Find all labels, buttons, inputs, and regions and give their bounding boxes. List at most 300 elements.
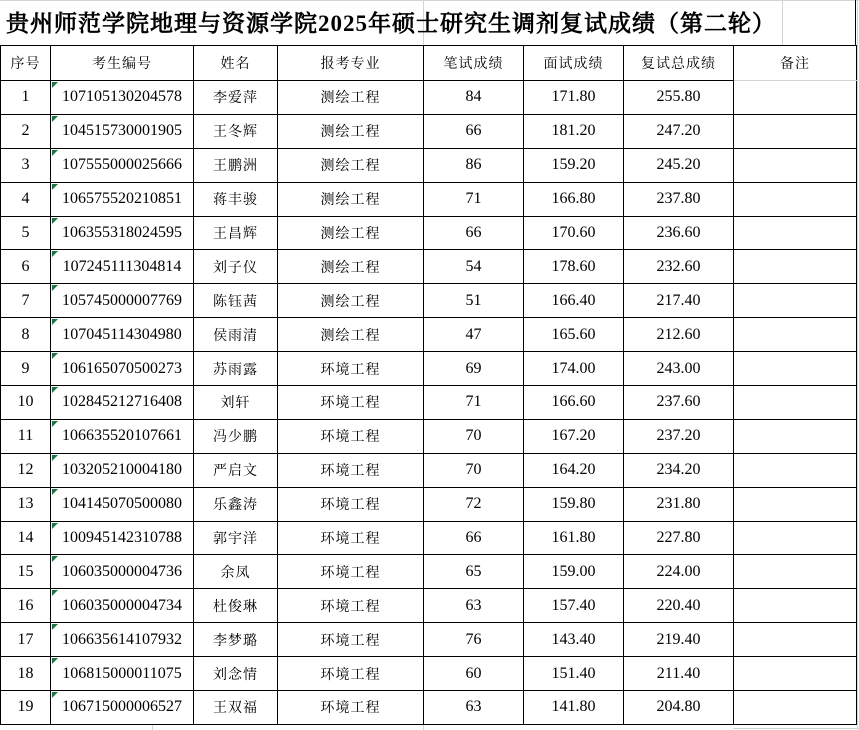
written_score-value: 71 (465, 190, 482, 208)
cell-interview_score[interactable] (524, 216, 624, 250)
number-stored-as-text-indicator-icon (52, 556, 58, 562)
cell-candidate_id[interactable] (51, 555, 194, 589)
interview_score-value: 165.60 (551, 325, 596, 343)
name-value: 刘轩 (220, 396, 251, 412)
cell-candidate_id[interactable] (51, 352, 194, 386)
cell-remarks[interactable] (734, 352, 857, 386)
cell-name[interactable] (194, 657, 278, 691)
cell-written_score[interactable] (424, 589, 524, 623)
cell-written_score[interactable] (424, 81, 524, 115)
cell-total_score[interactable] (624, 623, 734, 657)
number-stored-as-text-indicator-icon (52, 116, 58, 122)
cell-major[interactable] (278, 148, 424, 182)
cell-remarks[interactable] (734, 148, 857, 182)
total_score-value: 237.60 (656, 393, 701, 411)
table-row (1, 623, 857, 657)
cell-interview_score[interactable] (524, 114, 624, 148)
cell-total_score[interactable] (624, 657, 734, 691)
candidate_id-value: 106815000011075 (62, 664, 182, 682)
major-value: 测绘工程 (320, 91, 381, 107)
written_score-value: 69 (465, 359, 482, 377)
cell-candidate_id[interactable] (51, 114, 194, 148)
total_score-value: 245.20 (656, 156, 701, 174)
cell-major[interactable] (278, 657, 424, 691)
cell-index[interactable] (1, 386, 51, 420)
cell-candidate_id[interactable] (51, 521, 194, 555)
cell-major[interactable] (278, 691, 424, 725)
cell-index[interactable] (1, 216, 51, 250)
cell-remarks[interactable] (734, 691, 857, 725)
cell-name[interactable] (194, 114, 278, 148)
table-row (1, 555, 857, 589)
cell-total_score[interactable] (624, 114, 734, 148)
name-value: 严启文 (213, 464, 258, 480)
cell-name[interactable] (194, 182, 278, 216)
total_score-value: 224.00 (656, 562, 701, 580)
table-row (1, 318, 857, 352)
cell-total_score[interactable] (624, 182, 734, 216)
candidate_id-value: 107045114304980 (62, 325, 182, 343)
name-value: 侯雨清 (213, 328, 258, 344)
cell-remarks[interactable] (734, 318, 857, 352)
name-value: 王双福 (213, 701, 258, 717)
cell-major[interactable] (278, 114, 424, 148)
column-header-interview-score[interactable]: 面试成绩 (524, 46, 624, 81)
cell-index[interactable] (1, 318, 51, 352)
name-value: 李爱萍 (213, 91, 258, 107)
table-row (1, 657, 857, 691)
cell-interview_score[interactable] (524, 148, 624, 182)
cell-remarks[interactable] (734, 453, 857, 487)
cell-written_score[interactable] (424, 555, 524, 589)
column-header-major[interactable]: 报考专业 (278, 46, 424, 81)
number-stored-as-text-indicator-icon (52, 523, 58, 529)
number-stored-as-text-indicator-icon (52, 319, 58, 325)
written_score-value: 70 (465, 461, 482, 479)
cell-written_score[interactable] (424, 419, 524, 453)
cell-interview_score[interactable] (524, 657, 624, 691)
number-stored-as-text-indicator-icon (52, 692, 58, 698)
table-row (1, 216, 857, 250)
index-value: 1 (21, 88, 30, 106)
cell-index[interactable] (1, 284, 51, 318)
cell-total_score[interactable] (624, 555, 734, 589)
name-value: 杜俊琳 (213, 599, 258, 615)
cell-name[interactable] (194, 623, 278, 657)
major-value: 环境工程 (320, 362, 381, 378)
candidate_id-value: 106035000004734 (62, 596, 182, 614)
major-value: 测绘工程 (320, 125, 381, 141)
cell-remarks[interactable] (734, 657, 857, 691)
cell-major[interactable] (278, 216, 424, 250)
total_score-value: 234.20 (656, 461, 701, 479)
cell-name[interactable] (194, 419, 278, 453)
cell-name[interactable] (194, 250, 278, 284)
written_score-value: 51 (465, 291, 482, 309)
cell-name[interactable] (194, 284, 278, 318)
cell-interview_score[interactable] (524, 284, 624, 318)
column-header-written-score[interactable]: 笔试成绩 (424, 46, 524, 81)
number-stored-as-text-indicator-icon (52, 251, 58, 257)
table-row (1, 114, 857, 148)
cell-major[interactable] (278, 419, 424, 453)
cell-candidate_id[interactable] (51, 453, 194, 487)
written_score-value: 84 (465, 88, 482, 106)
candidate_id-value: 102845212716408 (62, 393, 182, 411)
candidate_id-value: 106035000004736 (62, 562, 182, 580)
cell-major[interactable] (278, 182, 424, 216)
candidate_id-value: 106635520107661 (62, 427, 182, 445)
cell-total_score[interactable] (624, 148, 734, 182)
candidate_id-value: 106635614107932 (62, 630, 182, 648)
total_score-value: 212.60 (656, 325, 701, 343)
cell-total_score[interactable] (624, 487, 734, 521)
cell-candidate_id[interactable] (51, 250, 194, 284)
cell-written_score[interactable] (424, 691, 524, 725)
cell-remarks[interactable] (734, 386, 857, 420)
cell-remarks[interactable] (734, 182, 857, 216)
total_score-value: 236.60 (656, 224, 701, 241)
cell-index[interactable] (1, 555, 51, 589)
cell-index[interactable] (1, 623, 51, 657)
index-value: 17 (17, 630, 34, 648)
cell-index[interactable] (1, 487, 51, 521)
cell-interview_score[interactable] (524, 453, 624, 487)
header-row (1, 46, 857, 81)
interview_score-value: 174.00 (551, 359, 596, 377)
total_score-value: 204.80 (656, 698, 701, 716)
total_score-value: 237.80 (656, 190, 701, 208)
major-value: 环境工程 (320, 396, 381, 412)
cell-candidate_id[interactable] (51, 657, 194, 691)
cell-name[interactable] (194, 352, 278, 386)
cell-major[interactable] (278, 453, 424, 487)
cell-total_score[interactable] (624, 521, 734, 555)
cell-written_score[interactable] (424, 148, 524, 182)
cell-major[interactable] (278, 487, 424, 521)
name-value: 李梦璐 (213, 633, 258, 649)
number-stored-as-text-indicator-icon (52, 218, 58, 224)
major-value: 测绘工程 (320, 159, 381, 175)
column-header-candidate-id[interactable]: 考生编号 (51, 46, 194, 81)
interview_score-value: 166.40 (551, 291, 596, 309)
cell-index[interactable] (1, 589, 51, 623)
cell-candidate_id[interactable] (51, 81, 194, 115)
interview_score-value: 166.60 (551, 393, 596, 411)
sheet-gridline (733, 728, 859, 729)
table-row (1, 521, 857, 555)
cell-name[interactable] (194, 386, 278, 420)
cell-total_score[interactable] (624, 589, 734, 623)
candidate_id-value: 106165070500273 (62, 359, 182, 377)
index-value: 12 (17, 461, 34, 479)
major-value: 环境工程 (320, 599, 381, 615)
interview_score-value: 161.80 (551, 529, 596, 547)
cell-major[interactable] (278, 589, 424, 623)
cell-candidate_id[interactable] (51, 318, 194, 352)
index-value: 2 (21, 122, 30, 140)
cell-total_score[interactable] (624, 284, 734, 318)
cell-interview_score[interactable] (524, 691, 624, 725)
cell-candidate_id[interactable] (51, 216, 194, 250)
cell-major[interactable] (278, 250, 424, 284)
major-value: 测绘工程 (320, 227, 381, 242)
scores-table (0, 45, 857, 725)
cell-major[interactable] (278, 623, 424, 657)
number-stored-as-text-indicator-icon (52, 82, 58, 88)
cell-major[interactable] (278, 318, 424, 352)
cell-index[interactable] (1, 453, 51, 487)
number-stored-as-text-indicator-icon (52, 387, 58, 393)
cell-written_score[interactable] (424, 318, 524, 352)
cell-index[interactable] (1, 657, 51, 691)
cell-name[interactable] (194, 487, 278, 521)
index-value: 15 (17, 562, 34, 580)
major-value: 环境工程 (320, 701, 381, 717)
major-value: 测绘工程 (320, 260, 381, 276)
cell-interview_score[interactable] (524, 250, 624, 284)
total_score-value: 211.40 (656, 664, 701, 682)
total_score-value: 219.40 (656, 630, 701, 648)
total_score-value: 217.40 (656, 291, 701, 309)
name-value: 苏雨露 (213, 362, 258, 378)
interview_score-value: 164.20 (551, 461, 596, 479)
cell-total_score[interactable] (624, 453, 734, 487)
cell-candidate_id[interactable] (51, 182, 194, 216)
interview_score-value: 181.20 (551, 122, 596, 140)
major-value: 环境工程 (320, 430, 381, 446)
cell-remarks[interactable] (734, 589, 857, 623)
cell-interview_score[interactable] (524, 419, 624, 453)
name-value: 冯少鹏 (213, 430, 258, 446)
written_score-value: 60 (465, 664, 482, 682)
interview_score-value: 167.20 (551, 427, 596, 445)
cell-major[interactable] (278, 352, 424, 386)
cell-candidate_id[interactable] (51, 284, 194, 318)
candidate_id-value: 105745000007769 (62, 291, 182, 309)
cell-major[interactable] (278, 521, 424, 555)
total_score-value: 231.80 (656, 495, 701, 513)
cell-total_score[interactable] (624, 318, 734, 352)
index-value: 3 (21, 156, 30, 174)
column-header-index[interactable]: 序号 (1, 46, 51, 81)
index-value: 19 (17, 698, 34, 716)
name-value: 陈钰茜 (213, 294, 258, 310)
index-value: 9 (21, 359, 30, 377)
candidate_id-value: 107245111304814 (62, 257, 182, 275)
total_score-value: 237.20 (656, 427, 701, 445)
cell-total_score[interactable] (624, 419, 734, 453)
column-header-name[interactable]: 姓名 (194, 46, 278, 81)
candidate_id-value: 100945142310788 (62, 529, 182, 547)
cell-written_score[interactable] (424, 657, 524, 691)
cell-written_score[interactable] (424, 114, 524, 148)
name-value: 王鹏洲 (213, 159, 258, 175)
candidate_id-value: 107105130204578 (62, 88, 182, 106)
cell-candidate_id[interactable] (51, 386, 194, 420)
cell-remarks[interactable] (734, 487, 857, 521)
page-title[interactable]: 贵州师范学院地理与资源学院2025年硕士研究生调剂复试成绩（第二轮） (6, 11, 776, 36)
written_score-value: 66 (465, 122, 482, 140)
cell-candidate_id[interactable] (51, 148, 194, 182)
total_score-value: 247.20 (656, 122, 701, 140)
cell-candidate_id[interactable] (51, 419, 194, 453)
cell-remarks[interactable] (734, 114, 857, 148)
cell-candidate_id[interactable] (51, 487, 194, 521)
interview_score-value: 170.60 (551, 224, 596, 241)
interview_score-value: 159.00 (551, 562, 596, 580)
cell-index[interactable] (1, 250, 51, 284)
cell-name[interactable] (194, 521, 278, 555)
written_score-value: 47 (465, 325, 482, 343)
candidate_id-value: 104515730001905 (62, 122, 182, 140)
cell-written_score[interactable] (424, 453, 524, 487)
cell-remarks[interactable] (734, 521, 857, 555)
name-value: 郭宇洋 (213, 532, 258, 548)
cell-written_score[interactable] (424, 352, 524, 386)
cell-name[interactable] (194, 148, 278, 182)
cell-written_score[interactable] (424, 284, 524, 318)
column-header-remarks[interactable]: 备注 (734, 46, 857, 81)
number-stored-as-text-indicator-icon (52, 658, 58, 664)
cell-remarks[interactable] (734, 555, 857, 589)
cell-major[interactable] (278, 555, 424, 589)
name-value: 王冬辉 (213, 125, 258, 141)
cell-name[interactable] (194, 216, 278, 250)
cell-remarks[interactable] (734, 284, 857, 318)
cell-name[interactable] (194, 555, 278, 589)
name-value: 刘念情 (213, 667, 258, 683)
cell-index[interactable] (1, 182, 51, 216)
table-row (1, 81, 857, 115)
cell-total_score[interactable] (624, 386, 734, 420)
cell-total_score[interactable] (624, 691, 734, 725)
interview_score-value: 159.80 (551, 495, 596, 513)
number-stored-as-text-indicator-icon (52, 489, 58, 495)
cell-written_score[interactable] (424, 182, 524, 216)
cell-written_score[interactable] (424, 521, 524, 555)
cell-index[interactable] (1, 114, 51, 148)
cell-total_score[interactable] (624, 352, 734, 386)
column-header-total-score[interactable]: 复试总成绩 (624, 46, 734, 81)
cell-interview_score[interactable] (524, 623, 624, 657)
number-stored-as-text-indicator-icon (52, 455, 58, 461)
cell-interview_score[interactable] (524, 386, 624, 420)
cell-interview_score[interactable] (524, 81, 624, 115)
cell-remarks[interactable] (734, 216, 857, 250)
cell-remarks[interactable] (734, 250, 857, 284)
major-value: 测绘工程 (320, 328, 381, 344)
index-value: 16 (17, 596, 34, 614)
cell-index[interactable] (1, 419, 51, 453)
cell-interview_score[interactable] (524, 352, 624, 386)
cell-written_score[interactable] (424, 250, 524, 284)
written_score-value: 63 (465, 698, 482, 716)
cell-major[interactable] (278, 386, 424, 420)
index-value: 18 (17, 664, 34, 682)
table-row (1, 386, 857, 420)
index-value: 5 (21, 224, 30, 241)
total_score-value: 232.60 (656, 257, 701, 275)
written_score-value: 86 (465, 156, 482, 174)
index-value: 11 (17, 427, 34, 445)
cell-remarks[interactable] (734, 81, 857, 115)
cell-index[interactable] (1, 148, 51, 182)
name-value: 王昌辉 (213, 227, 258, 242)
interview_score-value: 141.80 (551, 698, 596, 716)
cell-remarks[interactable] (734, 623, 857, 657)
cell-interview_score[interactable] (524, 555, 624, 589)
cell-total_score[interactable] (624, 250, 734, 284)
interview_score-value: 143.40 (551, 630, 596, 648)
cell-index[interactable] (1, 691, 51, 725)
major-value: 环境工程 (320, 532, 381, 548)
cell-index[interactable] (1, 521, 51, 555)
cell-major[interactable] (278, 284, 424, 318)
cell-written_score[interactable] (424, 623, 524, 657)
cell-candidate_id[interactable] (51, 623, 194, 657)
interview_score-value: 171.80 (551, 88, 596, 106)
major-value: 测绘工程 (320, 193, 381, 209)
cell-interview_score[interactable] (524, 589, 624, 623)
name-value: 乐鑫涛 (213, 498, 258, 514)
written_score-value: 76 (465, 630, 482, 648)
cell-major[interactable] (278, 81, 424, 115)
number-stored-as-text-indicator-icon (52, 285, 58, 291)
index-value: 6 (21, 257, 30, 275)
cell-written_score[interactable] (424, 386, 524, 420)
cell-name[interactable] (194, 691, 278, 725)
interview_score-value: 157.40 (551, 596, 596, 614)
cell-name[interactable] (194, 453, 278, 487)
table-row (1, 352, 857, 386)
cell-index[interactable] (1, 81, 51, 115)
name-value: 刘子仪 (213, 260, 258, 276)
cell-total_score[interactable] (624, 216, 734, 250)
cell-interview_score[interactable] (524, 521, 624, 555)
cell-name[interactable] (194, 81, 278, 115)
cell-interview_score[interactable] (524, 487, 624, 521)
number-stored-as-text-indicator-icon (52, 184, 58, 190)
total_score-value: 255.80 (656, 88, 701, 106)
cell-interview_score[interactable] (524, 182, 624, 216)
major-value: 环境工程 (320, 667, 381, 683)
total_score-value: 220.40 (656, 596, 701, 614)
candidate_id-value: 104145070500080 (62, 495, 182, 513)
cell-written_score[interactable] (424, 487, 524, 521)
index-value: 8 (21, 325, 30, 343)
interview_score-value: 159.20 (551, 156, 596, 174)
number-stored-as-text-indicator-icon (52, 421, 58, 427)
table-row (1, 691, 857, 725)
cell-written_score[interactable] (424, 216, 524, 250)
cell-remarks[interactable] (734, 419, 857, 453)
cell-name[interactable] (194, 589, 278, 623)
total_score-value: 243.00 (656, 359, 701, 377)
table-row (1, 419, 857, 453)
total_score-value: 227.80 (656, 529, 701, 547)
cell-candidate_id[interactable] (51, 691, 194, 725)
cell-index[interactable] (1, 352, 51, 386)
major-value: 测绘工程 (320, 294, 381, 310)
cell-candidate_id[interactable] (51, 589, 194, 623)
index-value: 4 (21, 190, 30, 208)
cell-total_score[interactable] (624, 81, 734, 115)
cell-interview_score[interactable] (524, 318, 624, 352)
name-value: 蒋丰骏 (213, 193, 258, 209)
table-row (1, 284, 857, 318)
cell-name[interactable] (194, 318, 278, 352)
